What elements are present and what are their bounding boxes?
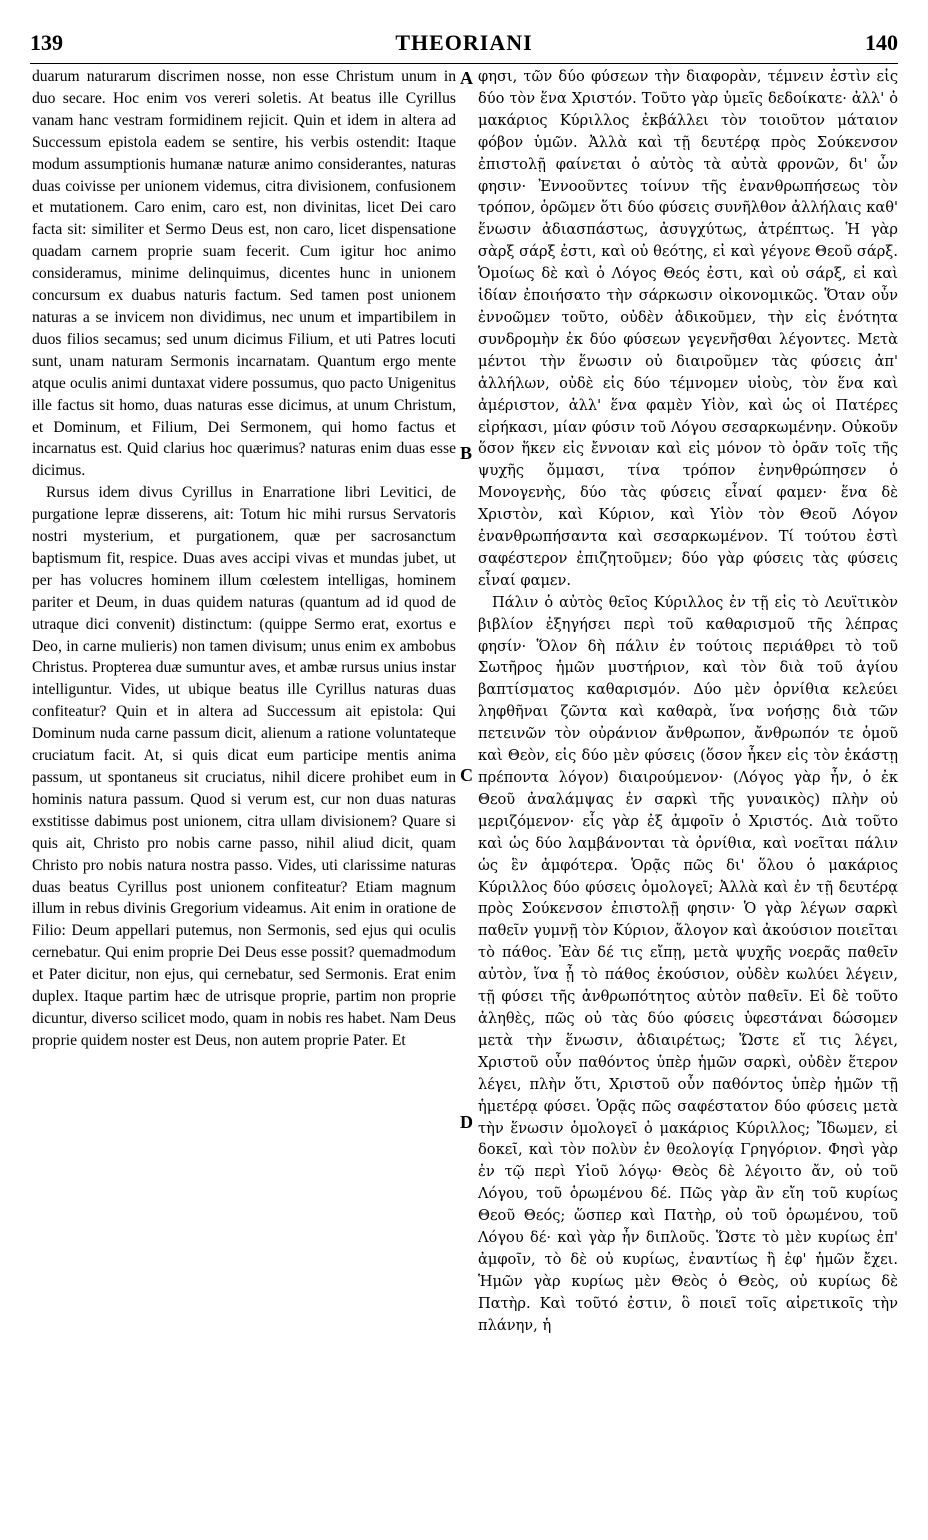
margin-marker-a: A [460, 68, 473, 88]
margin-marker-c: C [460, 765, 473, 785]
latin-paragraph-1: duarum naturarum discrimen nosse, non esse Christum unum in duo secare. Hoc enim vos vereri soletis. At beatus ille Cyrillus vanam hanc vestram formidinem rejicit. Quin et idem in altera ad Successum epistola eadem se sentire, his verbis ostendit: Itaque modum assumptionis humanæ naturæ animo considerantes, naturas duas coivisse per unionem videmus, citra divisionem, confusionem et mutationem. Caro enim, caro est, non divinitas, licet Dei caro facta sit: similiter et Sermo Deus est, non caro, licet dispensatione quadam carnem proprie suam fecerit. Cum igitur hoc animo consideramus, minime delinquimus, dicentes hunc in unionem concursum ex duabus naturis factum. Sed tamen post unionem naturas a se invicem non dividimus, nec unum et impartibilem in duos filios secamus; sed unum dicimus Filium, et uti Patres locuti sunt, unam naturam Sermonis incarnatam. Quantum ergo mente atque oculis animi duntaxat videre possumus, quo pacto Unigenitus ille factus sit homo, duas naturas esse dicimus, at unum Christum, et Dominum, et Filium, Dei Sermonem, qui homo factus et incarnatus est. Quid clarius hoc quærimus? naturas enim duas esse dicimus. [32, 68, 456, 480]
latin-paragraph-2: Rursus idem divus Cyrillus in Enarratione libri Levitici, de purgatione lepræ disserens, ait: Totum hic mihi rursus Servatoris nostri mysterium, et purgationem, quæ per sacrosanctum baptismum fit, respice. Duas aves accipi vivas et mundas jubet, ut per has volucres hominem illum cœlestem intelligas, hominem pariter et Deum, in duas quidem naturas (quantum ad id quod de utraque dici convenit) distinctum: (quippe Sermo erat, exortus e Deo, in carne mulieris) non tamen divisum; unus enim ex ambobus Christus. Propterea duæ sumuntur aves, et ambæ rursus unius instar intelliguntur. Vides, ut ubique beatus ille Cyrillus naturas duas confiteatur? Quin et in altera ad Successum ait epistola: Qui Dominum nuda carne passum dicit, alienum a ratione voluntateque cruciatum facit. At, si quis dicat eum participe mentis anima passum, ut spontaneus sit cruciatus, nihil dicere prohibet eum in hominis natura passum. Quod si verum est, cur non duas naturas exstitisse dabimus post unionem, citra ullam divisionem? Quare si quis ait, Christo pro nobis carne passo, nihil aliud dicit, quam Christo pro nobis natura nostra passo. Vides, uti clarissime naturas duas beatus Cyrillus post unionem confiteatur? Etiam magnum illum in rebus divinis Gregorium videamus. Ait enim in oratione de Filio: Deum appellari putemus, non Sermonis, sed ejus qui oculis cernebatur. Qui enim proprie Dei Deus esse possit? quemadmodum et Pater dicitur, non ejus, qui cernebatur, sed Sermonis. Erat enim duplex. Itaque partim hæc de utrisque proprie, partim non proprie dicuntur, diverso scilicet modo, quam in nobis res habet. Nam Deus proprie quidem noster est Deus, non autem proprie Pater. Et [32, 484, 456, 1049]
page-number-left: 139 [30, 30, 63, 55]
margin-marker-b: B [460, 443, 473, 463]
greek-paragraph-1: φησι, τῶν δύο φύσεων τὴν διαφορὰν, τέμνειν ἐστὶν εἰς δύο τὸν ἕνα Χριστόν. Τοῦτο γὰρ ὑμεῖς δεδοίκατε· ἀλλ' ὁ μακάριος Κύριλλος ἐκβάλλει τὸν τοιοῦτον μάταιον φόβον ὑμῶν. Ἀλλὰ καὶ τῇ δευτέρᾳ πρὸς Σούκενσον ἐπιστολῇ φαίνεται ὁ αὐτὸς τὰ αὐτὰ φρονῶν, δι' ὧν φησιν· Ἐννοοῦντες τοίνυν τῆς ἐνανθρωπήσεως τὸν τρόπον, ὁρῶμεν ὅτι δύο φύσεις συνῆλθον ἀλλήλαις καθ' ἕνωσιν ἀδιασπάστως, ἀσυγχύτως, ἀτρέπτως. Ἡ γὰρ σὰρξ σάρξ ἐστι, καὶ οὐ θεότης, εἰ καὶ γέγονε Θεοῦ σάρξ. Ὁμοίως δὲ καὶ ὁ Λόγος Θεός ἐστι, καὶ οὐ σάρξ, εἰ καὶ ἰδίαν ἐποιήσατο τὴν σάρκωσιν οἰκονομικῶς. Ὅταν οὖν ἐννοῶμεν τοῦτο, οὐδὲν ἀδικοῦμεν, τὴν εἰς ἑνότητα συνδρομὴν ἐκ δύο φύσεων γεγενῆσθαι λέγοντες. Μετὰ μέντοι τὴν ἕνωσιν οὐ διαιροῦμεν τὰς φύσεις ἀπ' ἀλλήλων, οὐδὲ εἰς δύο τέμνομεν υἱοὺς, τὸν ἕνα καὶ ἀμέριστον, ἀλλ' ἕνα φαμὲν Υἱὸν, καὶ ὡς οἱ Πατέρες εἰρήκασι, μίαν φύσιν τοῦ Λόγου σεσαρκωμένην. Οὐκοῦν ὅσον ἥκεν εἰς ἔννοιαν καὶ εἰς μόνον τὸ ὁρᾶν τοῖς τῆς ψυχῆς ὄμμασι, τίνα τρόπον ἐνηνθρώπησεν ὁ Μονογενὴς, δύο τὰς φύσεις εἶναί φαμεν· ἕνα δὲ Χριστὸν, καὶ Κύριον, καὶ Υἱὸν τὸν Θεοῦ Λόγον ἐνανθρωπήσαντα καὶ σεσαρκωμένον. Τί τούτου ἐστὶ σαφέστερον ἐπιζητοῦμεν; δύο γὰρ φύσεις τὰς φύσεις εἶναί φαμεν. [478, 68, 898, 589]
margin-marker-d: D [460, 1112, 473, 1132]
greek-paragraph-2: Πάλιν ὁ αὐτὸς θεῖος Κύριλλος ἐν τῇ εἰς τὸ Λευϊτικὸν βιβλίον ἐξηγήσει περὶ τοῦ καθαρισμοῦ τῆς λέπρας φησίν· Ὅλον δὴ πάλιν ἐν τούτοις περιάθρει τὸ τοῦ Σωτῆρος ἡμῶν μυστήριον, καὶ τὸν διὰ τοῦ ἁγίου βαπτίσματος καθαρισμόν. Δύο μὲν ὀρνίθια κελεύει ληφθῆναι ζῶντα καὶ καθαρὰ, ἵνα νοήσῃς διὰ τῶν πετεινῶν τὸν οὐράνιον ἄνθρωπον, ἄνθρωπόν τε ὁμοῦ καὶ Θεὸν, εἰς δύο μὲν φύσεις (ὅσον ἧκεν εἰς τὸν ἑκάστῃ πρέποντα λόγον) διαιρούμενον· (Λόγος γὰρ ἦν, ὁ ἐκ Θεοῦ ἀναλάμψας ἐν σαρκὶ τῆς γυναικὸς) πλὴν οὐ μεριζόμενον· εἷς γὰρ ἐξ ἀμφοῖν ὁ Χριστός. Διὰ τοῦτο καὶ ὡς δύο λαμβάνονται τὰ ὀρνίθια, καὶ νοεῖται πάλιν ὡς ἓν ἀμφότερα. Ὁρᾷς πῶς δι' ὅλου ὁ μακάριος Κύριλλος δύο φύσεις ὁμολογεῖ; Ἀλλὰ καὶ ἐν τῇ δευτέρᾳ πρὸς Σούκενσον ἐπιστολῇ φησιν· Ὁ γὰρ λέγων σαρκὶ παθεῖν γυμνῇ τὸν Κύριον, ἄλογον καὶ ἀκούσιον ποιεῖται τὸ πάθος. Ἐὰν δέ τις εἴπῃ, μετὰ ψυχῆς νοερᾶς παθεῖν αὐτὸν, ἵνα ᾖ τὸ πάθος ἑκούσιον, οὐδὲν κωλύει λέγειν, τῇ φύσει τῆς ἀνθρωπότητος αὐτὸν παθεῖν. Εἰ δὲ τοῦτο ἀληθὲς, πῶς οὐ τὰς δύο φύσεις ὑφεστάναι δώσομεν μετὰ τὴν ἕνωσιν, ἀδιαιρέτως; Ὥστε εἴ τις λέγει, Χριστοῦ οὖν παθόντος ὑπὲρ ἡμῶν σαρκὶ, οὐδὲν ἕτερον λέγει, πλὴν ὅτι, Χριστοῦ οὖν παθόντος ὑπὲρ ἡμῶν τῇ ἡμετέρᾳ φύσει. Ὁρᾷς πῶς σαφέστατον δύο φύσεις μετὰ τὴν ἕνωσιν ὁμολογεῖ ὁ μακάριος Κύριλλος; Ἴδωμεν, εἰ δοκεῖ, καὶ τὸν πολὺν ἐν θεολογίᾳ Γρηγόριον. Φησὶ γὰρ ἐν τῷ περὶ Υἱοῦ λόγῳ· Θεὸς δὲ λέγοιτο ἄν, οὐ τοῦ Λόγου, τοῦ ὁρωμένου δέ. Πῶς γὰρ ἂν εἴη τοῦ κυρίως Θεοῦ Θεός; ὥσπερ καὶ Πατὴρ, οὐ τοῦ ὁρωμένου, τοῦ Λόγου δέ· καὶ γὰρ ἦν διπλοῦς. Ὥστε τὸ μὲν κυρίως ἐπ' ἀμφοῖν, τὸ δὲ οὐ κυρίως, ἐναντίως ἢ ἐφ' ἡμῶν ἔχει. Ἡμῶν γὰρ κυρίως μὲν Θεὸς ὁ Θεὸς, οὐ κυρίως δὲ Πατὴρ. Καὶ τοῦτό ἐστιν, ὃ ποιεῖ τοῖς αἱρετικοῖς τὴν πλάνην, ἡ [478, 593, 898, 1334]
page-header [30, 30, 898, 62]
page-number-right: 140 [865, 30, 898, 55]
header-rule [30, 63, 898, 64]
running-head: THEORIANI [395, 30, 533, 55]
latin-column [32, 66, 456, 1052]
greek-column [478, 66, 898, 1337]
